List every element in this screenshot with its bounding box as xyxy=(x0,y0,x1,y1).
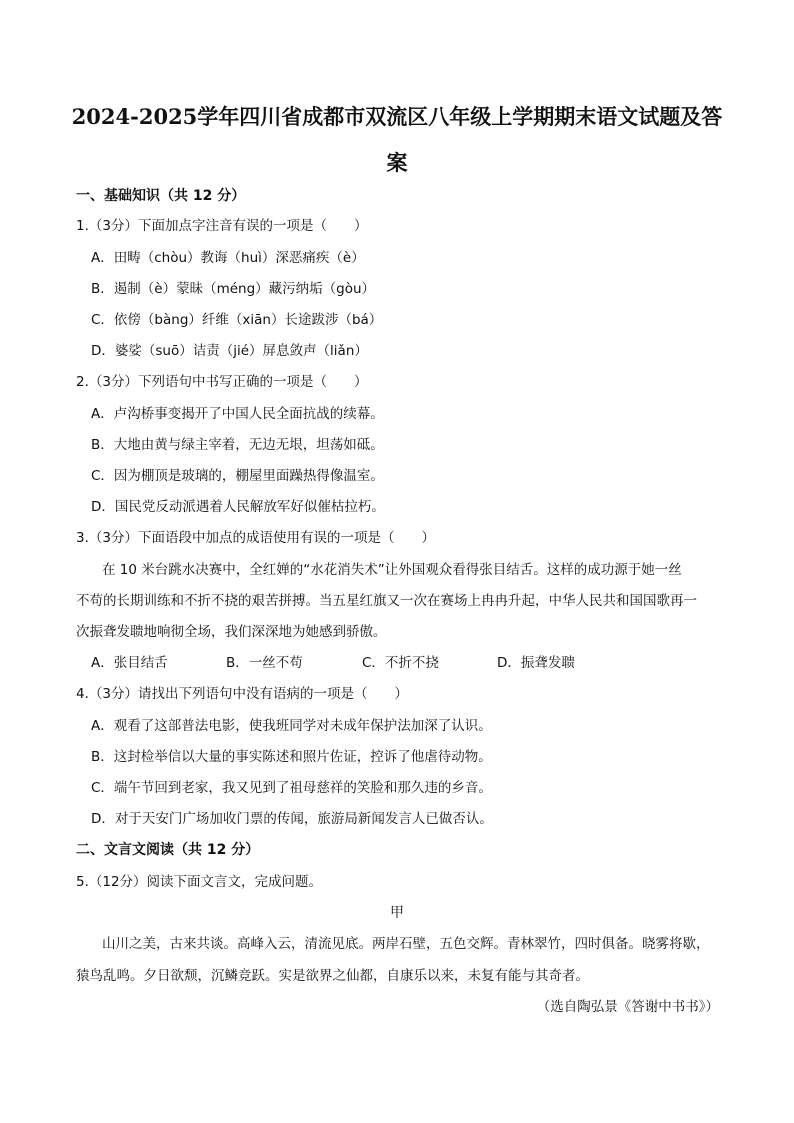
document-title xyxy=(40,94,754,186)
question-3-option-c: C．不折不挠 xyxy=(362,655,439,671)
question-4-option-d: D．对于天安门广场加收门票的传闻，旅游局新闻发言人已做否认。 xyxy=(91,811,493,827)
question-2-stem: 2.（3分）下列语句中书写正确的一项是（ ） xyxy=(76,374,368,390)
question-1-stem: 1.（3分）下面加点字注音有误的一项是（ ） xyxy=(76,218,368,234)
question-3-stem: 3.（3分）下面语段中加点的成语使用有误的一项是（ ） xyxy=(76,530,435,546)
passage-source: （选自陶弘景《答谢中书书》） xyxy=(536,999,719,1015)
question-1-option-a: A．田畴（chòu）教诲（huì）深恶痛疾（è） xyxy=(91,250,365,266)
question-4-option-a: A．观看了这部普法电影，使我班同学对未成年保护法加深了认识。 xyxy=(91,718,492,734)
question-1-option-d: D．婆娑（suō）诘责（jié）屏息敛声（liǎn） xyxy=(91,343,368,359)
question-2-option-c: C．因为棚顶是玻璃的，棚屋里面躁热得像温室。 xyxy=(91,468,384,484)
question-2-option-a: A．卢沟桥事变揭开了中国人民全面抗战的续幕。 xyxy=(91,406,384,422)
passage-label: 甲 xyxy=(390,905,404,921)
question-1-option-b: B．遏制（è）蒙昧（méng）藏污纳垢（gòu） xyxy=(91,281,376,297)
question-4-option-b: B．这封检举信以大量的事实陈述和照片佐证，控诉了他虐待动物。 xyxy=(91,749,492,765)
passage-line-1: 山川之美，古来共谈。高峰入云，清流见底。两岸石壁，五色交辉。青林翠竹，四时俱备。晓雾将歇， xyxy=(102,936,710,952)
question-4-stem: 4.（3分）请找出下列语句中没有语病的一项是（ ） xyxy=(76,686,408,702)
question-3-option-b: B．一丝不苟 xyxy=(226,655,303,671)
section-heading-basics: 一、基础知识（共 12 分） xyxy=(76,188,246,204)
passage-line-2: 猿鸟乱鸣。夕日欲颓，沉鳞竞跃。实是欲界之仙都，自康乐以来，未复有能与其奇者。 xyxy=(76,968,589,984)
question-3-passage-line-1: 在 10 米台跳水决赛中，全红婵的“水花消失术”让外国观众看得张目结舌。这样的成功源于她一丝 xyxy=(102,562,682,578)
question-3-passage-line-3: 次振聋发聩地响彻全场，我们深深地为她感到骄傲。 xyxy=(76,624,387,640)
title-line-2: 案 xyxy=(386,150,408,175)
question-2-option-b: B．大地由黄与绿主宰着，无边无垠，坦荡如砥。 xyxy=(91,437,384,453)
question-2-option-d: D．国民党反动派遇着人民解放军好似催枯拉朽。 xyxy=(91,499,385,515)
question-5-stem: 5.（12分）阅读下面文言文，完成问题。 xyxy=(76,874,323,890)
question-4-option-c: C．端午节回到老家，我又见到了祖母慈祥的笑脸和那久违的乡音。 xyxy=(91,780,492,796)
title-line-1: 2024-2025学年四川省成都市双流区八年级上学期期末语文试题及答 xyxy=(71,104,723,129)
question-3-passage-line-2: 不苟的长期训练和不折不挠的艰苦拼搏。当五星红旗又一次在赛场上冉冉升起，中华人民共和国国歌再一 xyxy=(76,593,697,609)
question-3-option-a: A．张目结舌 xyxy=(91,655,168,671)
question-3-option-d: D．振聋发聩 xyxy=(497,655,575,671)
section-heading-classical-reading: 二、文言文阅读（共 12 分） xyxy=(76,842,260,858)
question-1-option-c: C．依傍（bàng）纤维（xiān）长途跋涉（bá） xyxy=(91,312,383,328)
